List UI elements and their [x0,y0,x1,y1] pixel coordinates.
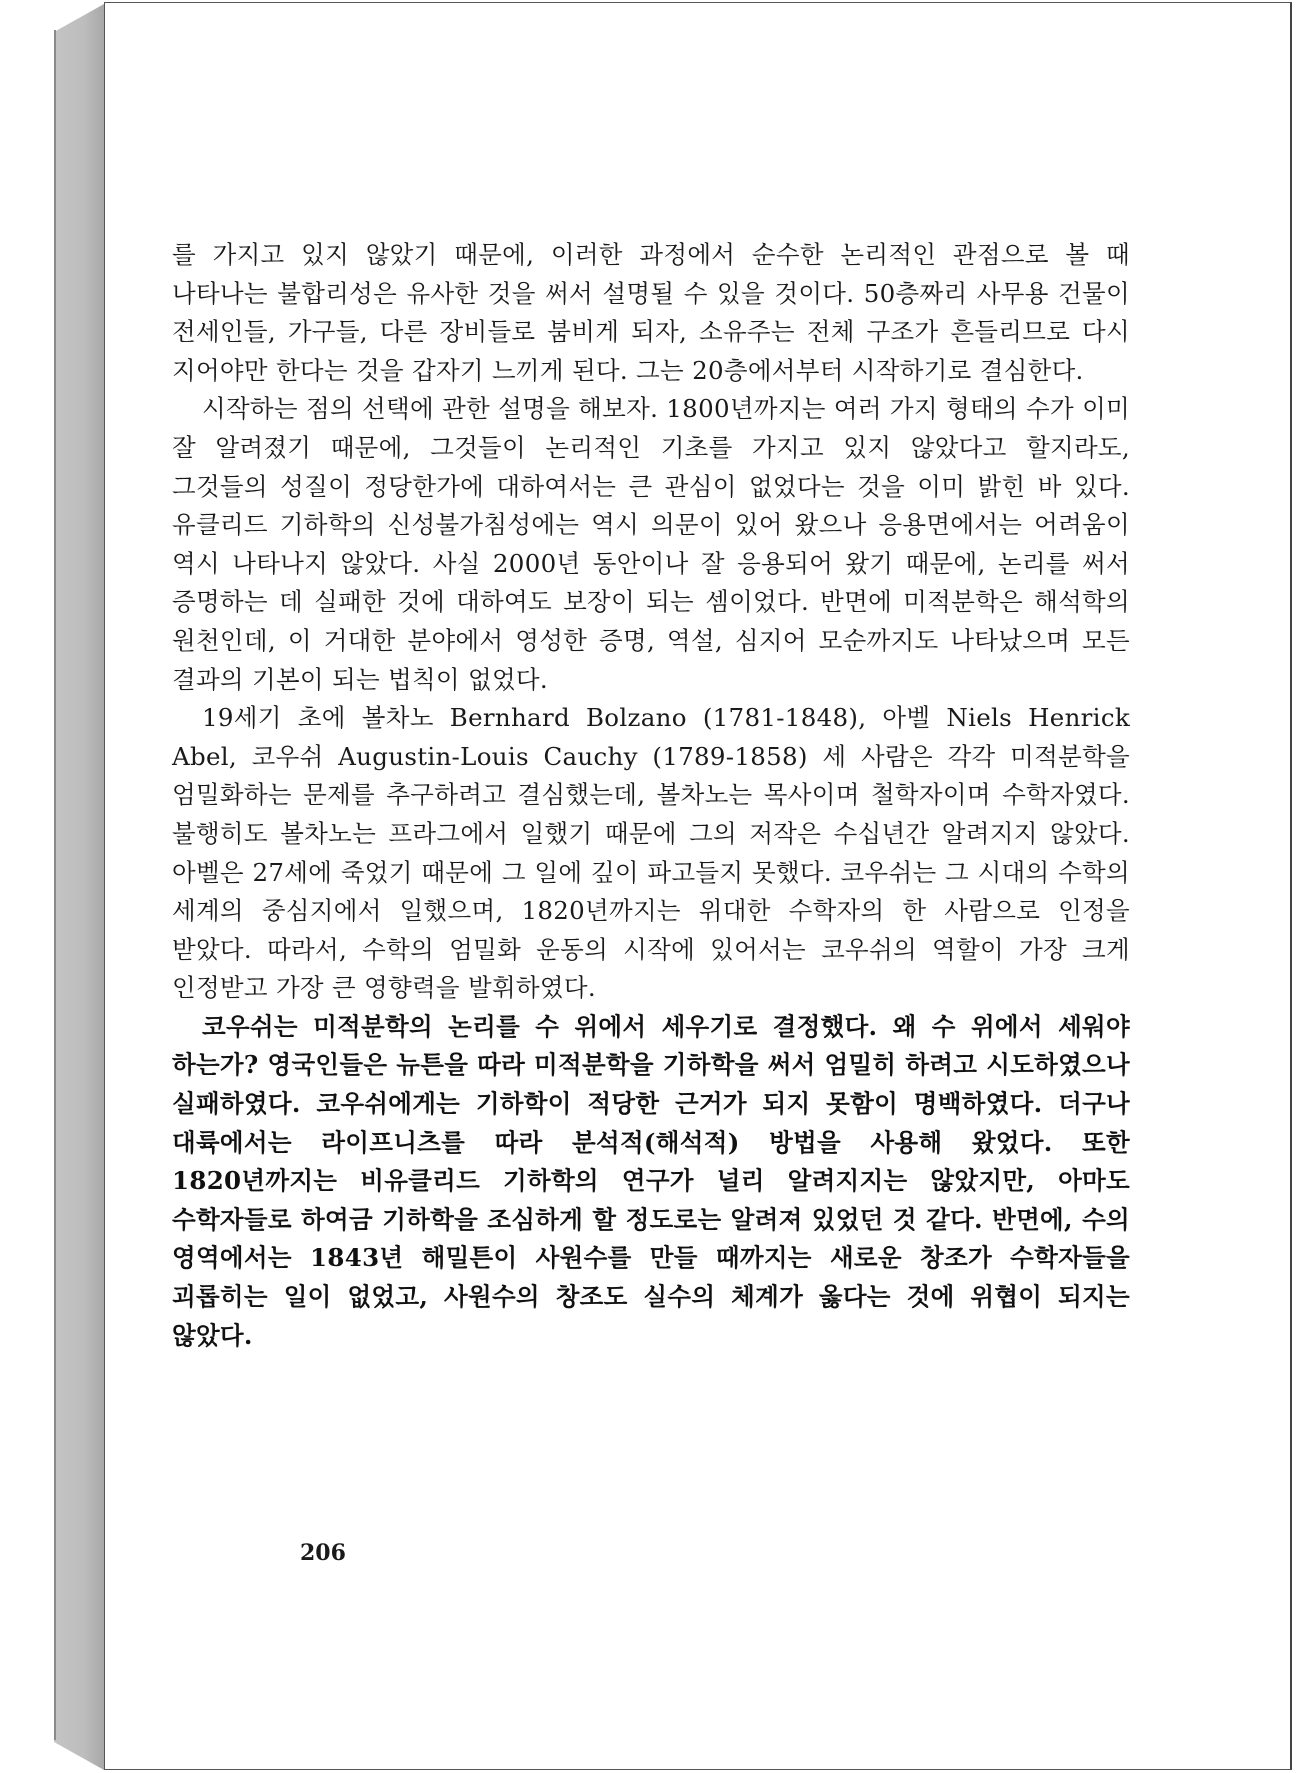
page-number: 206 [300,1540,346,1566]
book-spine-edge [54,30,56,1740]
paragraph-2: 시작하는 점의 선택에 관한 설명을 해보자. 1800년까지는 여러 가지 형태의 수가 이미 잘 알려졌기 때문에, 그것들이 논리적인 기초를 가지고 있지 않았다고 할지라도, 그것들의 성질이 정당한가에 대하여서는 큰 관심이 없었다는 것을 이미 밝힌 바 있다. 유클리드 기하학의 신성불가침성에는 역시 의문이 있어 왔으나 응용면에서는 어려움이 역시 나타나지 않았다. 사실 2000년 동안이나 잘 응용되어 왔기 때문에, 논리를 써서 증명하는 데 실패한 것에 대하여도 보장이 되는 셈이었다. 반면에 미적분학은 해석학의 원천인데, 이 거대한 분야에서 영성한 증명, 역설, 심지어 모순까지도 나타났으며 모든 결과의 기본이 되는 법칙이 없었다. [172,394,1130,694]
paragraph-3: 19세기 초에 볼차노 Bernhard Bolzano (1781-1848), 아벨 Niels Henrick Abel, 코우쉬 Augustin-Louis Cauchy (1789-1858) 세 사람은 각각 미적분학을 엄밀화하는 문제를 추구하려고 결심했는데, 볼차노는 목사이며 철학자이며 수학자였다. 불행히도 볼차노는 프라그에서 일했기 때문에 그의 저작은 수십년간 알려지지 않았다. 아벨은 27세에 죽었기 때문에 그 일에 깊이 파고들지 못했다. 코우쉬는 그 시대의 수학의 세계의 중심지에서 일했으며, 1820년까지는 위대한 수학자의 한 사람으로 인정을 받았다. 따라서, 수학의 엄밀화 운동의 시작에 있어서는 코우쉬의 역할이 가장 크게 인정받고 가장 큰 영향력을 발휘하였다. [172,703,1130,1003]
paragraph-1: 를 가지고 있지 않았기 때문에, 이러한 과정에서 순수한 논리적인 관점으로 볼 때 나타나는 불합리성은 유사한 것을 써서 설명될 수 있을 것이다. 50층짜리 사무용 건물이 전세인들, 가구들, 다른 장비들로 붐비게 되자, 소유주는 전체 구조가 흔들리므로 다시 지어야만 한다는 것을 갑자기 느끼게 된다. 그는 20층에서부터 시작하기로 결심한다. [172,240,1130,385]
page-body [172,236,1130,1355]
book-spine [54,4,105,1770]
paragraph-4: 코우쉬는 미적분학의 논리를 수 위에서 세우기로 결정했다. 왜 수 위에서 세워야 하는가? 영국인들은 뉴튼을 따라 미적분학을 기하학을 써서 엄밀히 하려고 시도하였으나 실패하였다. 코우쉬에게는 기하학이 적당한 근거가 되지 못함이 명백하였다. 더구나 대륙에서는 라이프니츠를 따라 분석적(해석적) 방법을 사용해 왔었다. 또한 1820년까지는 비유클리드 기하학의 연구가 널리 알려지지는 않았지만, 아마도 수학자들로 하여금 기하학을 조심하게 할 정도로는 알려져 있었던 것 같다. 반면에, 수의 영역에서는 1843년 해밀튼이 사원수를 만들 때까지는 새로운 창조가 수학자들을 괴롭히는 일이 없었고, 사원수의 창조도 실수의 체계가 옳다는 것에 위협이 되지는 않았다. [172,1011,1130,1350]
